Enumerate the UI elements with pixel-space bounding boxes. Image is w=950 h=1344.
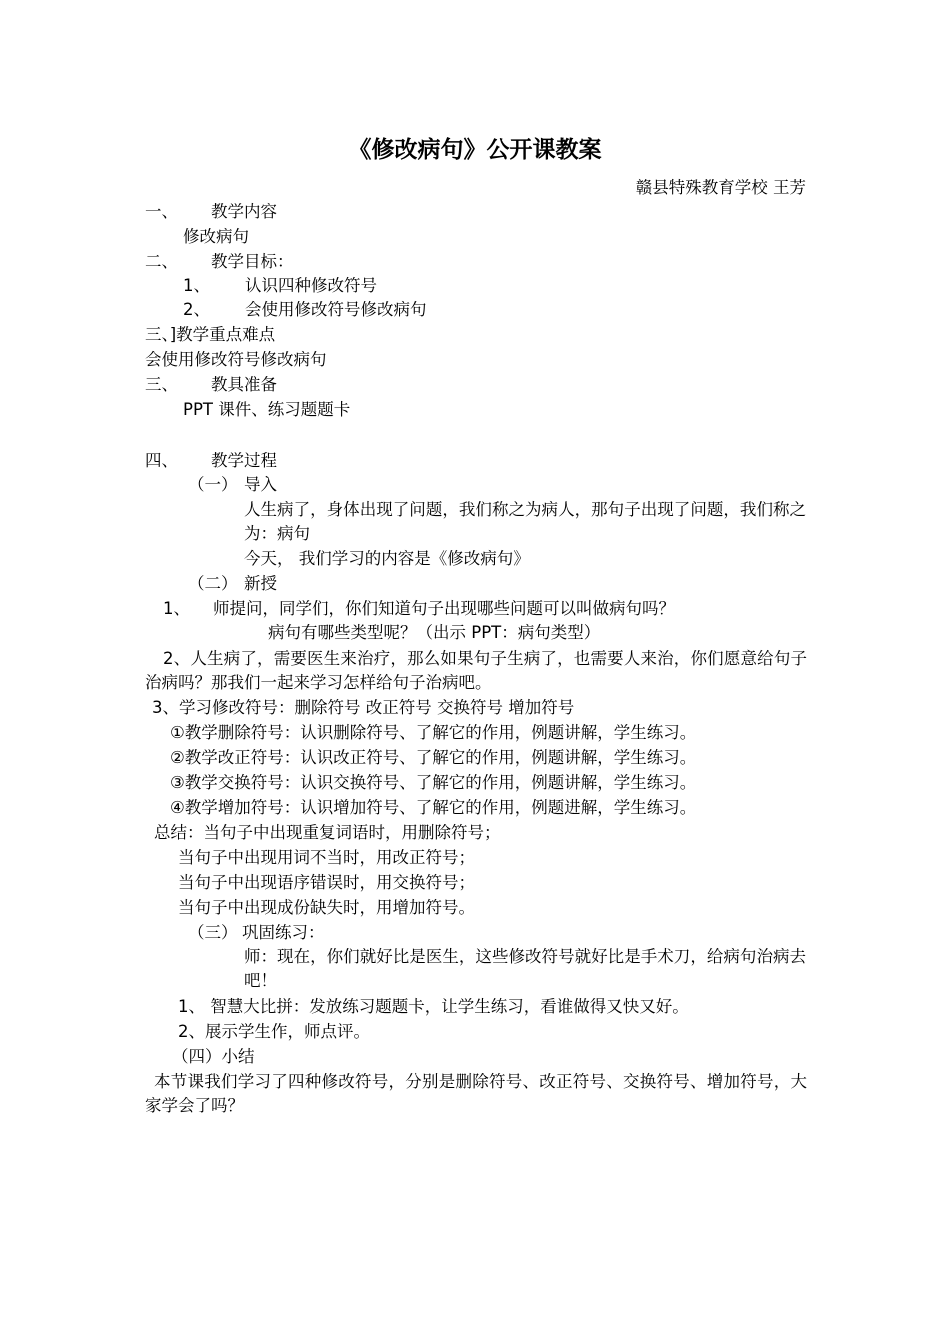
- section-4-number: 四、: [145, 451, 178, 470]
- step-add: ④教学增加符号：认识增加符号、了解它的作用，例题进解，学生练习。: [170, 798, 697, 817]
- step-delete: ①教学删除符号：认识删除符号、了解它的作用，例题讲解，学生练习。: [170, 723, 697, 742]
- summary-line-1: 总结：当句子中出现重复词语时，用删除符号；: [154, 823, 501, 842]
- summary-line-4: 当句子中出现成份缺失时，用增加符号。: [178, 898, 475, 917]
- section-1-title: 教学内容: [211, 202, 277, 221]
- section-1-body: 修改病句: [183, 227, 249, 246]
- section-1-heading: [145, 200, 277, 224]
- part-3-item-2: 2、展示学生作，师点评。: [178, 1022, 370, 1041]
- goal-item-2: 2、 会使用修改符号修改病句: [183, 300, 427, 319]
- section-3b-title: 教具准备: [211, 375, 277, 394]
- part-4-heading: （四）小结: [172, 1047, 255, 1066]
- goal-item-1: 1、 认识四种修改符号: [183, 276, 377, 295]
- section-2-number: 二、: [145, 252, 178, 271]
- summary-line-3: 当句子中出现语序错误时，用交换符号；: [178, 873, 475, 892]
- part-3-item-1: 1、 智慧大比拼：发放练习题题卡，让学生练习，看谁做得又快又好。: [178, 997, 689, 1016]
- part-2-item-3: 3、学习修改符号：删除符号 改正符号 交换符号 增加符号: [152, 698, 575, 717]
- section-1-number: 一、: [145, 202, 178, 221]
- part-3-heading: （三） 巩固练习：: [188, 923, 325, 942]
- part-2-item-1: 1、 师提问，同学们，你们知道句子出现哪些问题可以叫做病句吗？: [163, 599, 675, 618]
- step-swap: ③教学交换符号：认识交换符号、了解它的作用，例题讲解，学生练习。: [170, 773, 697, 792]
- section-3b-heading: [145, 373, 277, 397]
- section-2-title: 教学目标：: [211, 252, 294, 271]
- author-line: 赣县特殊教育学校 王芳: [635, 178, 806, 197]
- section-3a-heading: 三、]教学重点难点: [145, 325, 276, 344]
- section-3b-number: 三、: [145, 375, 178, 394]
- summary-line-2: 当句子中出现用词不当时，用改正符号；: [178, 848, 475, 867]
- part-1-text-1: 人生病了，身体出现了问题，我们称之为病人，那句子出现了问题，我们称之为：病句: [244, 500, 806, 543]
- section-3a-body: 会使用修改符号修改病句: [145, 350, 327, 369]
- part-3-text: 师：现在，你们就好比是医生，这些修改符号就好比是手术刀，给病句治病去吧！: [244, 947, 806, 990]
- section-3b-body: PPT 课件、练习题题卡: [183, 400, 351, 419]
- section-4-title: 教学过程: [211, 451, 277, 470]
- part-2-item-1-sub: 病句有哪些类型呢？（出示 PPT：病句类型）: [268, 623, 601, 642]
- part-4-text: 本节课我们学习了四种修改符号，分别是删除符号、改正符号、交换符号、增加符号，大家学会了吗？: [145, 1072, 807, 1115]
- part-2-heading: （二） 新授: [188, 574, 277, 593]
- part-1-heading: （一） 导入: [188, 475, 277, 494]
- part-1-text-2: 今天， 我们学习的内容是《修改病句》: [244, 549, 530, 568]
- document-title: 《修改病句》公开课教案: [348, 137, 602, 163]
- part-2-item-2: 2、人生病了，需要医生来治疗，那么如果句子生病了，也需要人来治，你们愿意给句子治病吗？那我们一起来学习怎样给句子治病吧。: [145, 649, 807, 692]
- section-4-heading: [145, 449, 277, 473]
- section-2-heading: [145, 250, 294, 274]
- step-correct: ②教学改正符号：认识改正符号、了解它的作用，例题讲解，学生练习。: [170, 748, 697, 767]
